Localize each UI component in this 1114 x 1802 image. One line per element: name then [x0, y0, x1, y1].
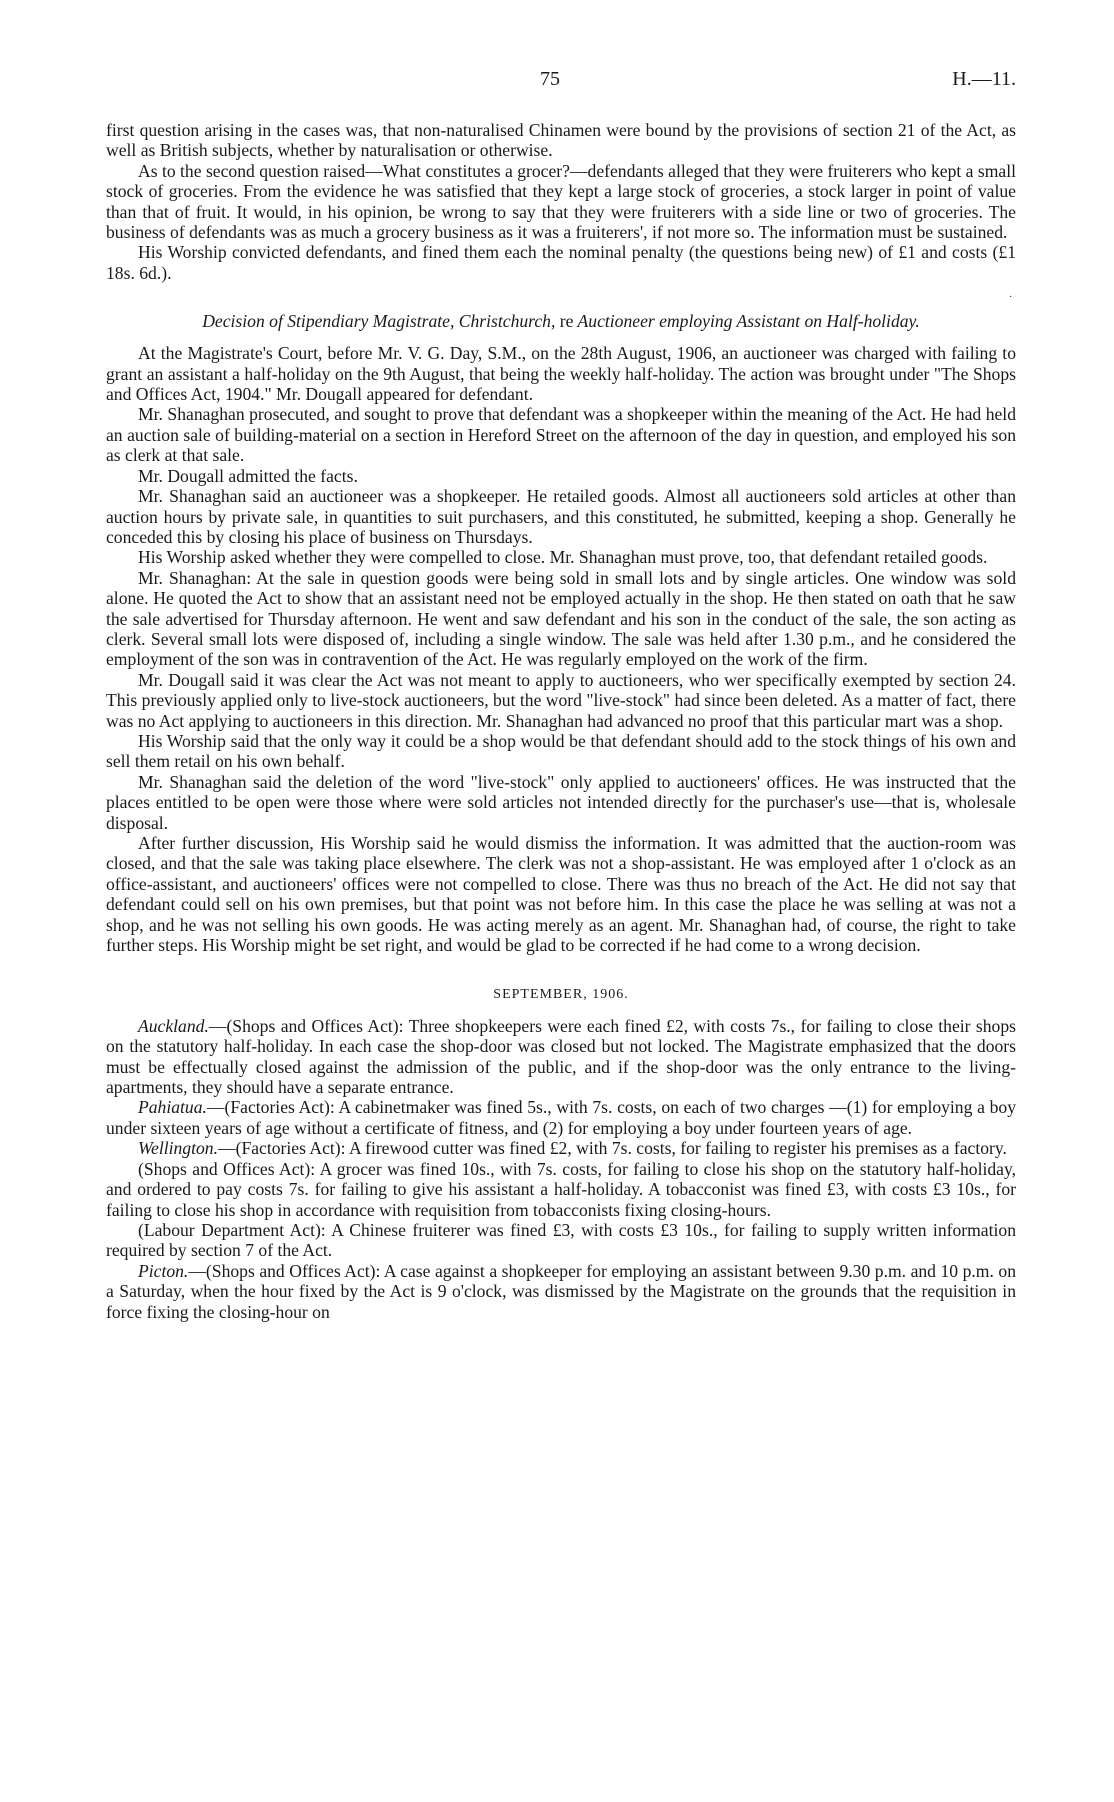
- page-body: [106, 120, 1016, 1322]
- document-code: H.—11.: [952, 68, 1016, 90]
- prosecution-entry: [106, 1138, 1016, 1158]
- entry-text: (Shops and Offices Act): A grocer was fined 10s., with 7s. costs, for failing to close his shop on the statutory half-holiday, and ordered to pay costs 7s. for failing to give his assistant a half-holiday. A tobacconist was fined £3, with costs £3 10s., for failing to close his shop in accordance with requisition from tobacconists fixing closing-hours.: [106, 1158, 1016, 1220]
- decision-title-part2: Auctioneer employing Assistant on Half-holiday.: [577, 311, 920, 332]
- entry-place: Picton.: [138, 1260, 189, 1281]
- entry-text: —(Shops and Offices Act): Three shopkeepers were each fined £2, with costs 7s., for failing to close their shops on the statutory half-holiday. In each case the shop-door was closed but not locked. The Magistrate emphasized that the doors must be effectually closed against the admission of the public, and if the shop-door was the only entrance to the living-apartments, they should have a separate entrance.: [106, 1015, 1016, 1098]
- page-number: 75: [540, 68, 560, 90]
- decision-title: [146, 309, 976, 333]
- decision-title-re: re: [559, 311, 574, 332]
- entry-text: —(Shops and Offices Act): A case against a shopkeeper for employing an assistant between 9.30 p.m. and 10 p.m. on a Saturday, when the hour fixed by the Act is 9 o'clock, was dismissed by the Magistrate on the grounds that the requisition in force fixing the closing-hour on: [106, 1260, 1016, 1322]
- decision-paragraph: Mr. Dougall admitted the facts.: [138, 465, 358, 486]
- entry-text: —(Factories Act): A firewood cutter was fined £2, with 7s. costs, for failing to register his premises as a factory.: [218, 1138, 1007, 1159]
- decision-paragraph: Mr. Dougall said it was clear the Act was not meant to apply to auctioneers, who wer specifically exempted by section 24. This previously applied only to live-stock auctioneers, but the word "live-stock" had since been deleted. As a matter of fact, there was no Act applying to auctioneers in this direction. Mr. Shanaghan had advanced no proof that this particular mart was a shop.: [106, 669, 1016, 731]
- entry-place: Auckland.: [138, 1015, 209, 1036]
- month-heading: SEPTEMBER, 1906.: [493, 987, 629, 1003]
- page-header: [0, 68, 1114, 98]
- intro-paragraph: His Worship convicted defendants, and fined them each the nominal penalty (the questions being new) of £1 and costs (£1 18s. 6d.).: [106, 242, 1016, 283]
- prosecution-entry: [106, 1016, 1016, 1098]
- decision-paragraph: At the Magistrate's Court, before Mr. V. G. Day, S.M., on the 28th August, 1906, an auctioneer was charged with failing to grant an assistant a half-holiday on the 9th August, that being the weekly half-holiday. The action was brought under "The Shops and Offices Act, 1904." Mr. Dougall appeared for defendant.: [106, 343, 1016, 405]
- decision-paragraph: After further discussion, His Worship said he would dismiss the information. It was admitted that the auction-room was closed, and that the sale was taking place elsewhere. The clerk was not a shop-assistant. He was employed after 1 o'clock as an office-assistant, and auctioneers' offices were not compelled to close. There was thus no breach of the Act. He did not say that defendant could sell on his own premises, but that point was not before him. In this case the place he was selling at was not a shop, and he was not selling his own goods. He was acting merely as an agent. Mr. Shanaghan had, of course, the right to take further steps. His Worship might be set right, and would be glad to be corrected if he had come to a wrong decision.: [106, 833, 1016, 956]
- decision-paragraph: Mr. Shanaghan: At the sale in question goods were being sold in small lots and by single articles. One window was sold alone. He quoted the Act to show that an assistant need not be employed actually in the shop. He then stated on oath that he saw the sale advertised for Thursday afternoon. He went and saw defendant and his son in the conduct of the sale, the son acting as clerk. Several small lots were disposed of, including a single window. The sale was held after 1.30 p.m., and he considered the employment of the son was in contravention of the Act. He was regularly employed on the work of the firm.: [106, 567, 1016, 670]
- intro-paragraph: first question arising in the cases was, that non-naturalised Chinamen were bound by the provisions of section 21 of the Act, as well as British subjects, whether by naturalisation or otherwise.: [106, 120, 1016, 161]
- decision-title-part1: Decision of Stipendiary Magistrate, Christchurch,: [202, 311, 556, 332]
- separator: .: [1009, 289, 1012, 301]
- intro-paragraph: As to the second question raised—What constitutes a grocer?—defendants alleged that they were fruiterers who kept a small stock of groceries. From the evidence he was satisfied that they kept a large stock of groceries, a stock larger in point of value than that of fruit. It would, in his opinion, be wrong to say that they were fruiterers with a side line or two of groceries. The business of defendants was as much a grocery business as it was a fruiterers', if not more so. The information must be sustained.: [106, 160, 1016, 243]
- decision-paragraph: His Worship said that the only way it could be a shop would be that defendant should add to the stock things of his own and sell them retail on his own behalf.: [106, 730, 1016, 772]
- entry-text: (Labour Department Act): A Chinese fruiterer was fined £3, with costs £3 10s., for failing to supply written information required by section 7 of the Act.: [106, 1219, 1016, 1261]
- entry-text: —(Factories Act): A cabinetmaker was fined 5s., with 7s. costs, on each of two charges —(1) for employing a boy under sixteen years of age without a certificate of fitness, and (2) for employing a boy under fourteen years of age.: [106, 1097, 1016, 1138]
- entry-place: Wellington.: [138, 1138, 218, 1159]
- decision-paragraph: Mr. Shanaghan said the deletion of the word "live-stock" only applied to auctioneers' offices. He was instructed that the places entitled to be open were those where were sold articles not intended directly for the purchaser's use—that is, wholesale disposal.: [106, 771, 1016, 833]
- entry-place: Pahiatua.: [138, 1097, 207, 1118]
- decision-paragraph: Mr. Shanaghan prosecuted, and sought to prove that defendant was a shopkeeper within the meaning of the Act. He had held an auction sale of building-material on a section in Hereford Street on the afternoon of the day in question, and employed his son as clerk at that sale.: [106, 404, 1016, 466]
- prosecution-entry: [106, 1159, 1016, 1220]
- prosecution-entry: [106, 1220, 1016, 1261]
- prosecution-entry: [106, 1097, 1016, 1138]
- decision-paragraph: His Worship asked whether they were compelled to close. Mr. Shanaghan must prove, too, that defendant retailed goods.: [138, 547, 988, 568]
- decision-paragraph: Mr. Shanaghan said an auctioneer was a shopkeeper. He retailed goods. Almost all auctioneers sold articles at other than auction hours by private sale, in quantities to suit purchasers, and this constituted, he submitted, keeping a shop. Generally he conceded this by closing his place of business on Thursdays.: [106, 486, 1016, 547]
- prosecution-entry: [106, 1261, 1016, 1322]
